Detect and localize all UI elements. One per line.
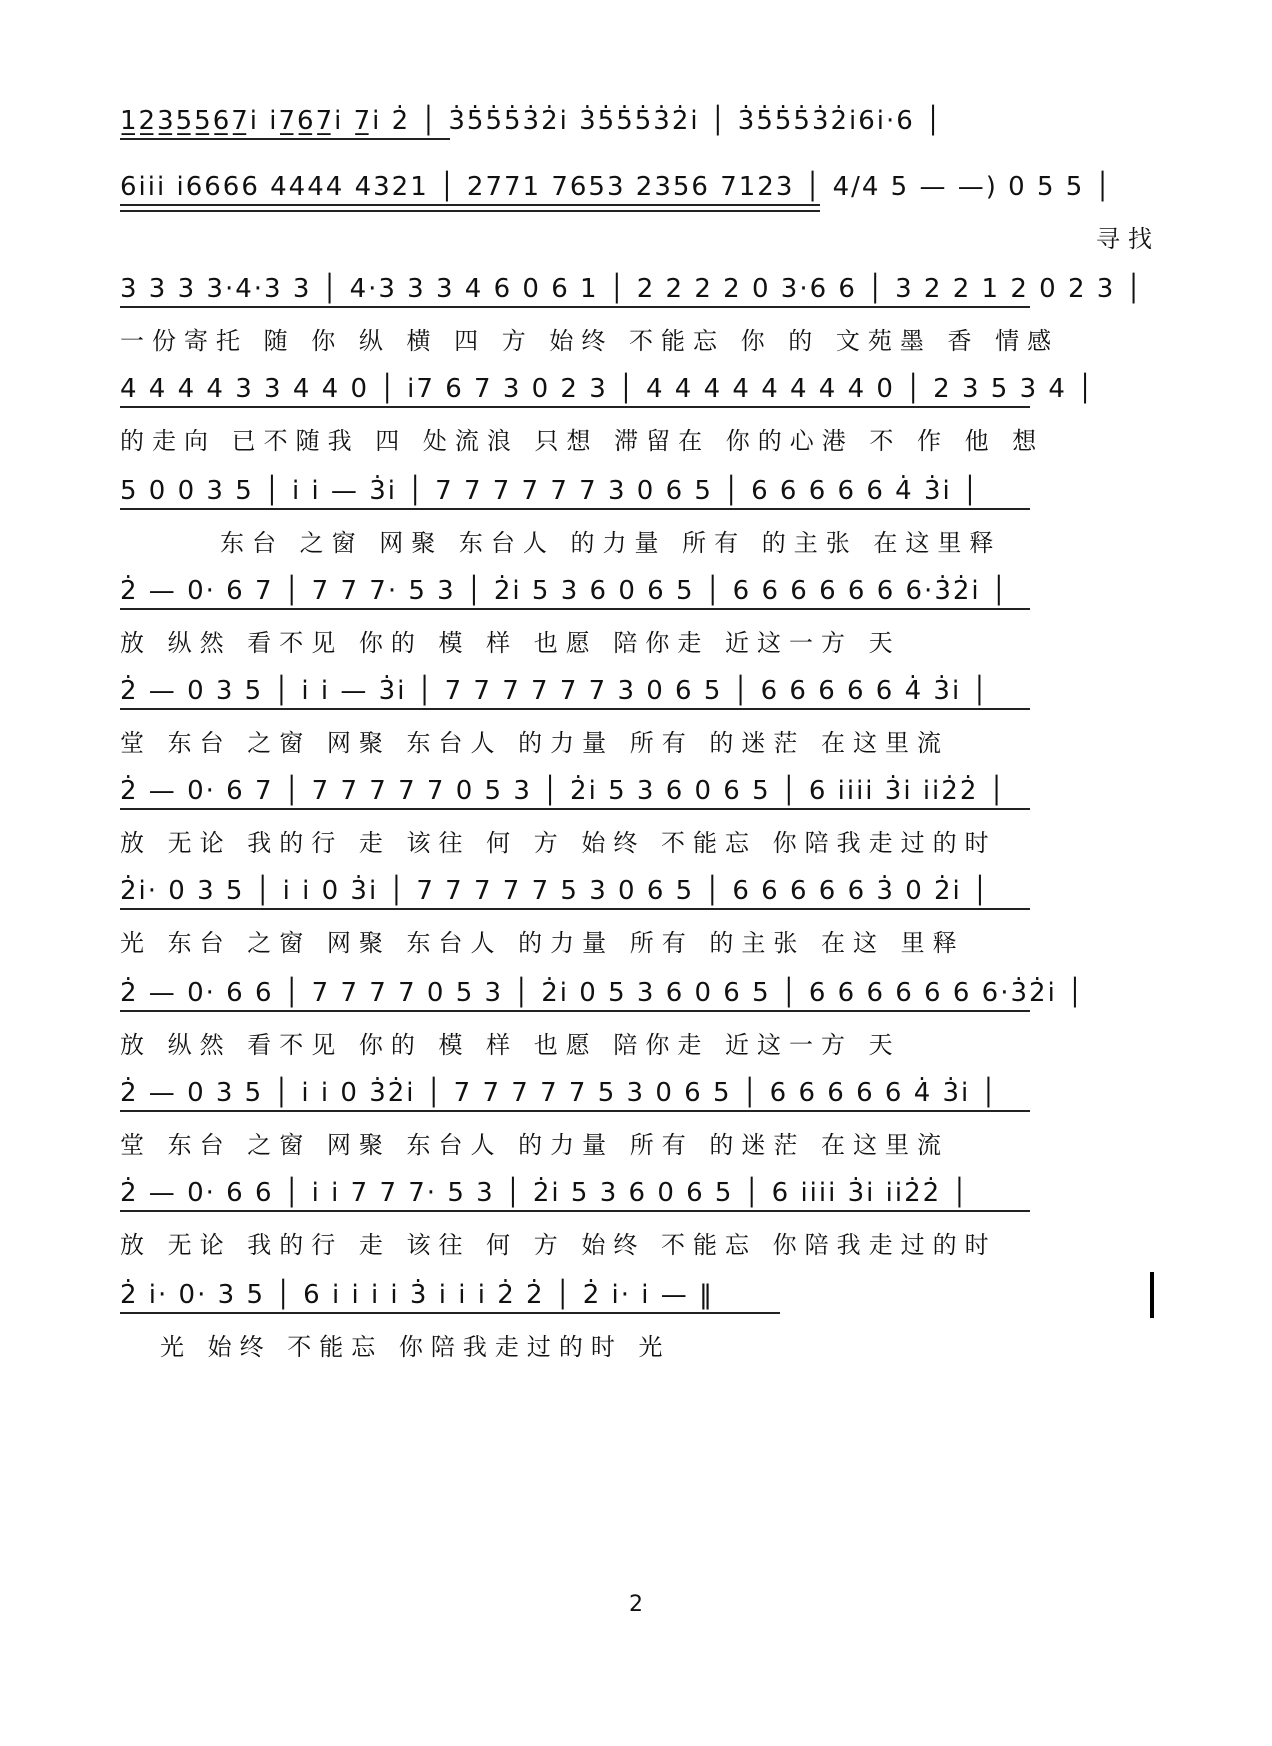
underline-beam [120, 1210, 1030, 1212]
lyrics-line: 放 纵然 看不见 你的 模 样 也愿 陪你走 近这一方 天 [120, 629, 901, 657]
underline-beam [120, 708, 1030, 710]
lyrics-line: 堂 东台 之窗 网聚 东台人 的力量 所有 的迷茫 在这里流 [120, 729, 950, 757]
underline-beam [120, 1312, 780, 1314]
underline-beam [120, 908, 1030, 910]
notation-line: 6i̇i̇i̇ i̇6666 4444 4321 │ 2771 7653 2356 7123 │ 4/4 5 — —) 0 5 5 │ [120, 172, 1113, 202]
underline-beam [120, 138, 450, 140]
lyrics-line: 光 始终 不能忘 你陪我走过的时 光 [160, 1333, 671, 1361]
score-system-13 [120, 1278, 1160, 1378]
notation-line: 5 0 0 3 5 │ i̇ i̇ — 3̇i̇ │ 7 7 7 7 7 7 3 0 6 5 │ 6 6 6 6 6 4̇ 3̇i̇ │ [120, 476, 980, 506]
lyrics-line: 堂 东台 之窗 网聚 东台人 的力量 所有 的迷茫 在这里流 [120, 1131, 950, 1159]
lyrics-line: 放 无论 我的行 走 该往 何 方 始终 不能忘 你陪我走过的时 [120, 1231, 997, 1259]
score-system-3 [120, 272, 1160, 372]
underline-beam [120, 306, 1030, 308]
lyrics-line: 的走向 已不随我 四 处流浪 只想 滞留在 你的心港 不 作 他 想 [120, 427, 1045, 455]
underline-beam [120, 210, 820, 212]
score-system-5 [120, 474, 1160, 574]
underline-beam [120, 406, 1030, 408]
lyrics-line: 一份寄托 随 你 纵 横 四 方 始终 不能忘 你 的 文苑墨 香 情感 [120, 327, 1060, 355]
underline-beam [120, 808, 1030, 810]
underline-beam [120, 508, 1030, 510]
notation-line: 2̇ — 0 3 5 │ i̇ i̇ — 3̇i̇ │ 7 7 7 7 7 7 3 0 6 5 │ 6 6 6 6 6 4̇ 3̇i̇ │ [120, 676, 990, 706]
underline-beam [120, 608, 1030, 610]
notation-line: 2̇ — 0· 6 7 │ 7 7 7 7 7 0 5 3 │ 2̇i̇ 5 3 6 0 6 5 │ 6 i̇i̇i̇i̇ 3̇i̇ i̇i̇2̇2̇ │ [120, 776, 1007, 806]
notation-line: 2̇ — 0· 6 7 │ 7 7 7· 5 3 │ 2̇i̇ 5 3 6 0 6 5 │ 6 6 6 6 6 6 6·3̇2̇i̇ │ [120, 576, 1009, 606]
underline-beam [120, 1110, 1030, 1112]
score-system-4 [120, 372, 1160, 472]
notation-line: 2̇ i̇· 0· 3 5 │ 6 i̇ i̇ i̇ i̇ 3̇ i̇ i̇ i̇ 2̇ 2̇ │ 2̇ i̇· i̇ — ‖ [120, 1280, 715, 1310]
notation-line: 1̲2̲3̲5̲5̲6̲7̲i̇ i̇7̲6̲7̲i̇ 7̲i̇ 2̇ │ 3̇5̇5̇5̇3̇2̇i̇ 3̇5̇5̇5̇3̇2̇i̇ │ 3̇5̇5̇5̇3̇2̇i̇6i̇·6 │ [120, 106, 943, 136]
score-system-9 [120, 874, 1160, 974]
score-system-11 [120, 1076, 1160, 1176]
notation-line: 3 3 3 3·4·3 3 │ 4·3 3 3 4 6 0 6 1 │ 2 2 2 2 0 3·6 6 │ 3 2 2 1 2 0 2 3 │ [120, 274, 1144, 304]
score-system-10 [120, 976, 1160, 1076]
notation-line: 4 4 4 4 3 3 4 4 0 │ i̇7 6 7 3 0 2 3 │ 4 4 4 4 4 4 4 4 0 │ 2 3 5 3 4 │ [120, 374, 1095, 404]
score-system-6 [120, 574, 1160, 674]
page-number: 2 [629, 1592, 643, 1617]
lyrics-line: 光 东台 之窗 网聚 东台人 的力量 所有 的主张 在这 里释 [120, 929, 965, 957]
notation-line: 2̇ — 0 3 5 │ i̇ i̇ 0 3̇2̇i̇ │ 7 7 7 7 7 5 3 0 6 5 │ 6 6 6 6 6 4̇ 3̇i̇ │ [120, 1078, 999, 1108]
final-barline [1150, 1272, 1154, 1318]
underline-beam [120, 204, 820, 206]
lyrics-line: 寻找 [1096, 225, 1160, 253]
underline-beam [120, 1010, 1030, 1012]
lyrics-line: 放 纵然 看不见 你的 模 样 也愿 陪你走 近这一方 天 [120, 1031, 901, 1059]
lyrics-line: 东台 之窗 网聚 东台人 的力量 所有 的主张 在这里释 [220, 529, 1002, 557]
score-system-12 [120, 1176, 1160, 1276]
notation-line: 2̇i̇· 0 3 5 │ i̇ i̇ 0 3̇i̇ │ 7 7 7 7 7 5 3 0 6 5 │ 6 6 6 6 6 3̇ 0 2̇i̇ │ [120, 876, 990, 906]
notation-line: 2̇ — 0· 6 6 │ i̇ i̇ 7 7 7· 5 3 │ 2̇i̇ 5 3 6 0 6 5 │ 6 i̇i̇i̇i̇ 3̇i̇ i̇i̇2̇2̇ │ [120, 1178, 970, 1208]
score-system-7 [120, 674, 1160, 774]
notation-line: 2̇ — 0· 6 6 │ 7 7 7 7 0 5 3 │ 2̇i̇ 0 5 3 6 0 6 5 │ 6 6 6 6 6 6 6·3̇2̇i̇ │ [120, 978, 1085, 1008]
lyrics-line: 放 无论 我的行 走 该往 何 方 始终 不能忘 你陪我走过的时 [120, 829, 997, 857]
score-system-8 [120, 774, 1160, 874]
score-system-2 [120, 170, 1160, 270]
